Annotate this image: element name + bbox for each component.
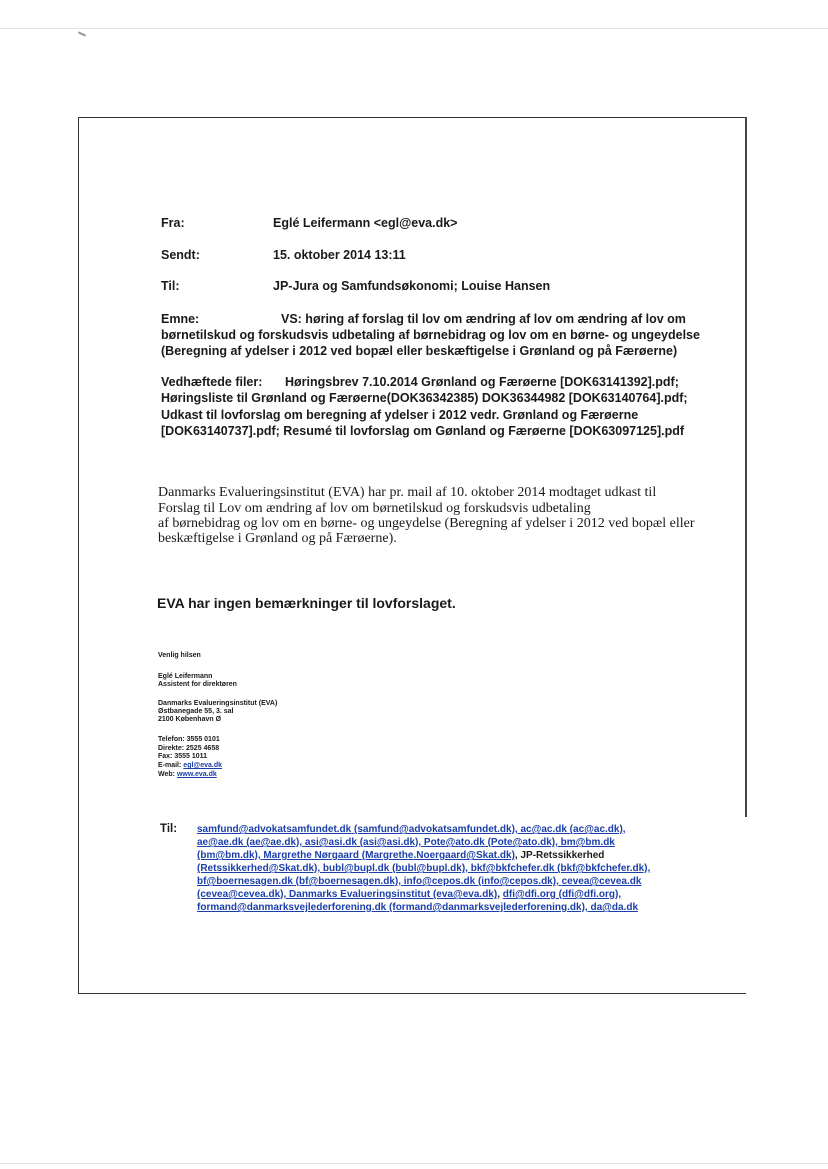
sig-phone: Telefon: 3555 0101 <box>158 736 220 743</box>
to-label: Til: <box>161 279 180 293</box>
recipients-line <box>197 901 638 914</box>
sig-direct: Direkte: 2525 4658 <box>158 745 220 752</box>
recipient-link[interactable]: (info@cepos.dk), <box>475 876 562 887</box>
body-line: Danmarks Evalueringsinstitut (EVA) har pr. mail af 10. oktober 2014 modtaget udkast til <box>158 485 657 500</box>
sig-web-row <box>158 771 217 780</box>
attachment-line: [DOK63140737].pdf; Resumé til lovforslag om Gønland og Færøerne [DOK63097125].pdf <box>161 424 685 438</box>
recipient-link[interactable]: samfund@advokatsamfundet.dk <box>197 824 352 835</box>
recipient-link[interactable]: bubl@bupl.dk <box>322 863 390 874</box>
recipient-link[interactable]: (asi@asi.dk), <box>356 837 424 848</box>
recipient-link[interactable]: bm@bm.dk <box>560 837 615 848</box>
sig-email-row <box>158 762 222 771</box>
subject-line: børnetilskud og forskudsvis udbetaling af børnebidrag og lov om en børne- og ungeydelse <box>161 328 700 342</box>
sig-web-link[interactable]: www.eva.dk <box>176 771 217 778</box>
subject-line: (Beregning af ydelser i 2012 ved bopæl eller beskæftigelse i Grønland og på Færøerne) <box>161 344 678 358</box>
recipient-link[interactable]: (Pote@ato.dk), <box>484 837 561 848</box>
scan-edge-bottom <box>0 1163 828 1164</box>
scan-edge-top <box>0 28 828 29</box>
recipient-link[interactable]: bf@boernesagen.dk <box>197 876 293 887</box>
recipients-line <box>197 836 615 849</box>
sig-name: Eglé Leifermann <box>158 673 213 680</box>
sig-greeting: Venlig hilsen <box>158 652 201 659</box>
recipient-link[interactable]: da@da.dk <box>590 902 639 913</box>
to-value: JP-Jura og Samfundsøkonomi; Louise Hansen <box>273 279 551 293</box>
recipient-link[interactable]: (bubl@bupl.dk), <box>389 863 471 874</box>
recipient-link[interactable]: formand@danmarksvejlederforening.dk <box>197 902 387 913</box>
recipient-link[interactable]: ae@ae.dk <box>197 837 244 848</box>
recipient-link[interactable]: dfi@dfi.org <box>502 889 556 900</box>
recipient-link[interactable]: (bm@bm.dk), Margrethe Nørgaard <box>197 850 362 861</box>
sig-city: 2100 København Ø <box>158 716 222 723</box>
attachment-line: Høringsliste til Grønland og Færøerne(DOK36342385) DOK36344982 [DOK63140764].pdf; <box>161 391 688 405</box>
recipients-line <box>197 823 626 836</box>
sig-email-label: E-mail: <box>158 762 182 769</box>
recipient-link[interactable]: asi@asi.dk <box>304 837 357 848</box>
recipient-link[interactable]: (eva@eva.dk) <box>432 889 498 900</box>
sig-org: Danmarks Evalueringsinstitut (EVA) <box>158 700 278 707</box>
recipients-line <box>197 888 621 901</box>
recipient-link[interactable]: bkf@bkfchefer.dk <box>470 863 555 874</box>
frame-right-edge <box>745 117 747 817</box>
body-line: Forslag til Lov om ændring af lov om børnetilskud og forskudsvis udbetaling <box>158 501 591 516</box>
recipient-link[interactable]: Pote@ato.dk <box>423 837 485 848</box>
recipient-link[interactable]: (ac@ac.dk), <box>566 824 626 835</box>
scan-mark <box>78 31 86 36</box>
from-label: Fra: <box>161 216 185 230</box>
sig-fax: Fax: 3555 1011 <box>158 753 208 760</box>
recipient-link[interactable]: info@cepos.dk <box>403 876 476 887</box>
recipients-line <box>197 849 604 862</box>
sig-web-label: Web: <box>158 771 175 778</box>
recipient-text: , JP-Retssikkerhed <box>514 850 605 861</box>
body-line: af børnebidrag og lov om en børne- og ungeydelse (Beregning af ydelser i 2012 ved bopæl eller <box>158 516 695 531</box>
recipient-link[interactable]: (Retssikkerhed@Skat.dk), <box>197 863 323 874</box>
attachment-line: Høringsbrev 7.10.2014 Grønland og Færøerne [DOK63141392].pdf; <box>285 375 679 389</box>
recipients-line <box>197 862 650 875</box>
recipient-text: , <box>497 889 503 900</box>
recipient-link[interactable]: (samfund@advokatsamfundet.dk), <box>351 824 521 835</box>
recipient-link[interactable]: ac@ac.dk <box>520 824 567 835</box>
body-line: beskæftigelse i Grønland og på Færøerne). <box>158 531 397 546</box>
recipients-line <box>197 875 641 888</box>
sig-title: Assistent for direktøren <box>158 681 237 688</box>
sent-label: Sendt: <box>161 248 200 262</box>
subject-label: Emne: <box>161 312 200 326</box>
sig-email-link[interactable]: egl@eva.dk <box>183 762 223 769</box>
recipient-link[interactable]: (dfi@dfi.org), <box>555 889 622 900</box>
recipient-link[interactable]: (bkf@bkfchefer.dk), <box>554 863 651 874</box>
sent-value: 15. oktober 2014 13:11 <box>273 248 406 262</box>
recipients-label: Til: <box>160 823 178 835</box>
from-value: Eglé Leifermann <egl@eva.dk> <box>273 216 458 230</box>
attachments-label: Vedhæftede filer: <box>161 375 263 389</box>
recipient-link[interactable]: (cevea@cevea.dk), Danmarks Evalueringsinstitut <box>197 889 433 900</box>
recipient-link[interactable]: cevea@cevea.dk <box>561 876 642 887</box>
recipient-link[interactable]: (ae@ae.dk), <box>243 837 305 848</box>
statement: EVA har ingen bemærkninger til lovforslaget. <box>157 595 456 611</box>
recipient-link[interactable]: (formand@danmarksvejlederforening.dk), <box>386 902 591 913</box>
subject-line: VS: høring af forslag til lov om ændring af lov om ændring af lov om <box>281 312 686 326</box>
attachment-line: Udkast til lovforslag om beregning af ydelser i 2012 vedr. Grønland og Færøerne <box>161 408 639 422</box>
sig-street: Østbanegade 55, 3. sal <box>158 708 234 715</box>
recipient-link[interactable]: (Margrethe.Noergaard@Skat.dk) <box>361 850 515 861</box>
recipient-link[interactable]: (bf@boernesagen.dk), <box>292 876 404 887</box>
